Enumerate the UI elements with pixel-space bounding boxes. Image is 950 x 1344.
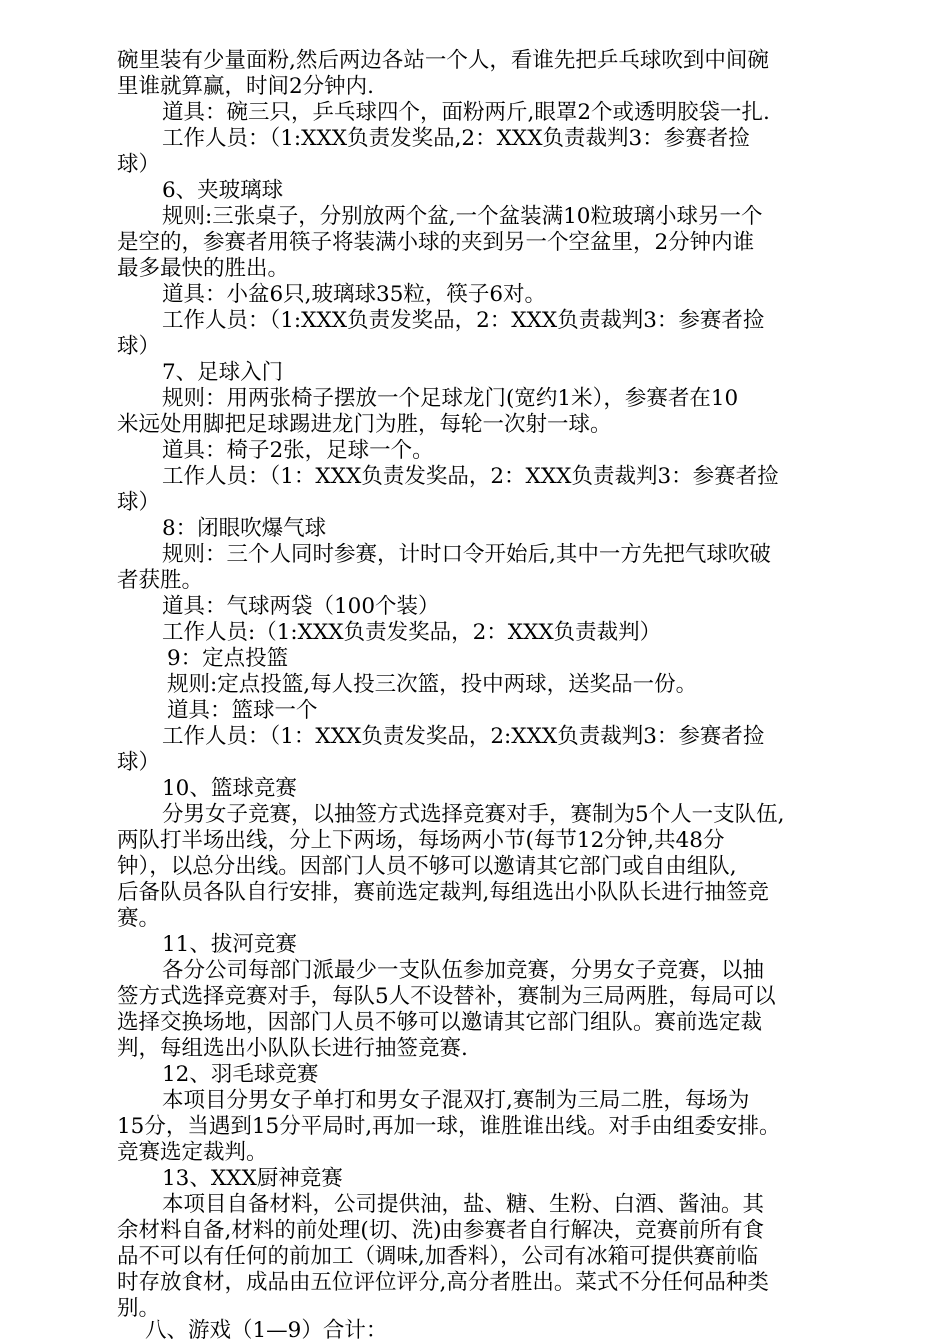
- text-line: 赛。: [117, 906, 161, 931]
- text-line: 工作人员：（1：XXX负责发奖品，2:XXX负责裁判3：参赛者捡: [162, 724, 765, 749]
- text-line: 规则:定点投篮,每人投三次篮，投中两球，送奖品一份。: [167, 672, 698, 697]
- text-line: 道具：碗三只，乒乓球四个，面粉两斤,眼罩2个或透明胶袋一扎.: [162, 100, 770, 125]
- text-line: 碗里装有少量面粉,然后两边各站一个人，看谁先把乒乓球吹到中间碗: [117, 48, 769, 73]
- text-line: 工作人员:（1:XXX负责发奖品，2：XXX负责裁判）: [162, 620, 662, 645]
- text-line: 道具：小盆6只,玻璃球35粒，筷子6对。: [162, 282, 547, 307]
- text-line: 者获胜。: [117, 568, 204, 593]
- text-line: 选择交换场地，因部门人员不够可以邀请其它部门组队。赛前选定裁: [117, 1010, 763, 1035]
- section-heading: 9：定点投篮: [167, 646, 289, 671]
- text-line: 道具：篮球一个: [167, 698, 318, 723]
- section-heading: 6、夹玻璃球: [162, 178, 284, 203]
- text-line: 规则：用两张椅子摆放一个足球龙门(宽约1米），参赛者在10: [162, 386, 739, 411]
- text-line: 工作人员：（1:XXX负责发奖品，2：XXX负责裁判3：参赛者捡: [162, 308, 765, 333]
- section-heading: 8：闭眼吹爆气球: [162, 516, 327, 541]
- text-line: 签方式选择竞赛对手，每队5人不设替补，赛制为三局两胜，每局可以: [117, 984, 776, 1009]
- text-line: 本项目分男女子单打和男女子混双打,赛制为三局二胜，每场为: [162, 1088, 750, 1113]
- text-line: 别。: [117, 1296, 161, 1321]
- section-heading: 11、拔河竞赛: [162, 932, 297, 957]
- text-line: 道具：气球两袋（100个装）: [162, 594, 440, 619]
- text-line: 两队打半场出线，分上下两场，每场两小节(每节12分钟,共48分: [117, 828, 725, 853]
- text-line: 工作人员：（1:XXX负责发奖品,2：XXX负责裁判3：参赛者捡: [162, 126, 750, 151]
- text-line: 余材料自备,材料的前处理(切、洗)由参赛者自行解决，竞赛前所有食: [117, 1218, 765, 1243]
- section-heading: 12、羽毛球竞赛: [162, 1062, 319, 1087]
- text-line: 时存放食材，成品由五位评位评分,高分者胜出。菜式不分任何品种类: [117, 1270, 769, 1295]
- section-heading: 10、篮球竞赛: [162, 776, 297, 801]
- text-line: 分男女子竞赛，以抽签方式选择竞赛对手，赛制为5个人一支队伍,: [162, 802, 785, 827]
- text-line: 本项目自备材料，公司提供油，盐、糖、生粉、白酒、酱油。其: [162, 1192, 765, 1217]
- text-line: 道具：椅子2张，足球一个。: [162, 438, 434, 463]
- text-line: 球）: [117, 750, 161, 775]
- text-line: 各分公司每部门派最少一支队伍参加竞赛，分男女子竞赛，以抽: [162, 958, 765, 983]
- text-line: 球）: [117, 490, 161, 515]
- text-line: 判，每组选出小队队长进行抽签竞赛.: [117, 1036, 468, 1061]
- text-line: 最多最快的胜出。: [117, 256, 290, 281]
- text-line: 钟），以总分出线。因部门人员不够可以邀请其它部门或自由组队,: [117, 854, 737, 879]
- text-line: 是空的，参赛者用筷子将装满小球的夹到另一个空盆里，2分钟内谁: [117, 230, 755, 255]
- text-line: 球）: [117, 334, 161, 359]
- text-line: 竞赛选定裁判。: [117, 1140, 268, 1165]
- text-line: 米远处用脚把足球踢进龙门为胜，每轮一次射一球。: [117, 412, 612, 437]
- text-line: 品不可以有任何的前加工（调味,加香料），公司有冰箱可提供赛前临: [117, 1244, 759, 1269]
- text-line: 里谁就算赢，时间2分钟内.: [117, 74, 375, 99]
- text-line: 规则：三个人同时参赛，计时口令开始后,其中一方先把气球吹破: [162, 542, 771, 567]
- section-heading: 13、XXX厨神竞赛: [162, 1166, 343, 1191]
- section-heading: 八、游戏（1—9）合计：: [145, 1318, 388, 1343]
- text-line: 15分，当遇到15分平局时,再加一球，谁胜谁出线。对手由组委安排。: [117, 1114, 781, 1139]
- text-line: 规则:三张桌子，分别放两个盆,一个盆装满10粒玻璃小球另一个: [162, 204, 763, 229]
- text-line: 后备队员各队自行安排，赛前选定裁判,每组选出小队队长进行抽签竞: [117, 880, 769, 905]
- section-heading: 7、足球入门: [162, 360, 284, 385]
- text-line: 工作人员：（1：XXX负责发奖品，2：XXX负责裁判3：参赛者捡: [162, 464, 779, 489]
- text-line: 球）: [117, 152, 161, 177]
